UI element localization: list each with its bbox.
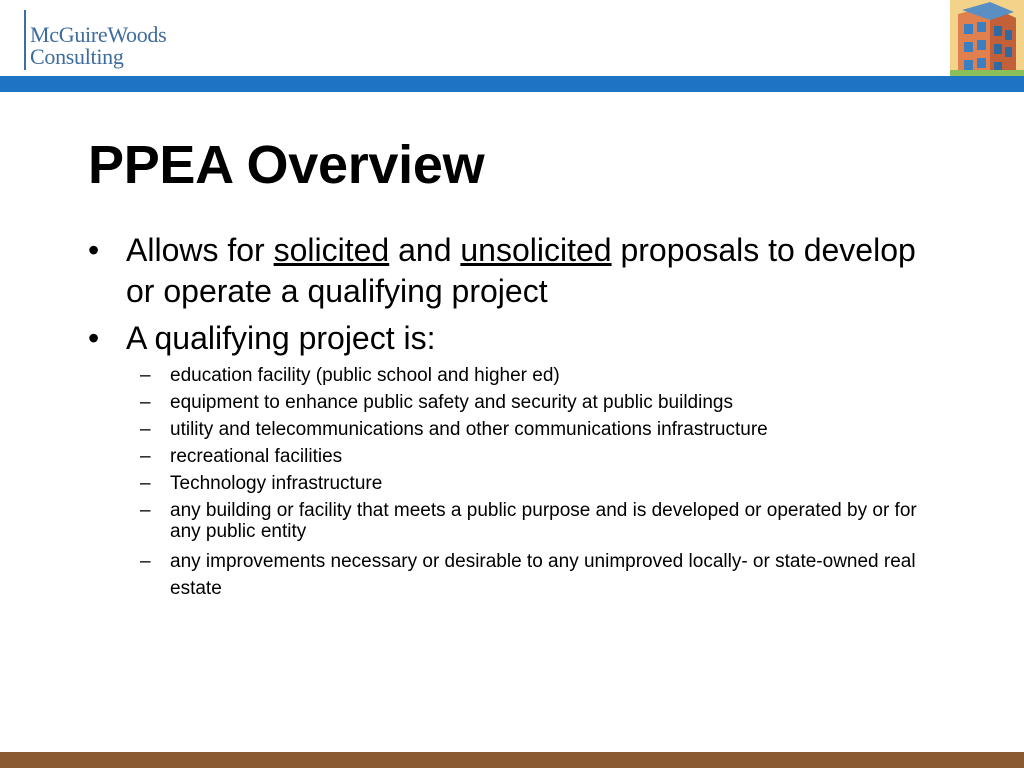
sub-item [88,446,928,467]
bullet-qualifying-project [88,318,928,359]
sub-item [88,365,928,386]
sub-item-text: education facility (public school and higher ed) [170,365,560,386]
bullet-proposals [88,230,928,312]
bullet-text: and [389,232,461,268]
slide-body [88,230,928,602]
dash-marker: – [140,419,151,440]
bullet-text: A qualifying project is: [126,320,436,356]
header-rule [0,76,1024,92]
slide-title: PPEA Overview [88,135,485,195]
bullet-text: Allows for [126,232,274,268]
dash-marker: – [140,392,151,413]
qualifying-project-list [88,365,928,602]
sub-item [88,392,928,413]
dash-marker: – [140,500,151,521]
sub-item [88,473,928,494]
sub-item-text: Technology infrastructure [170,473,383,494]
building-illustration-icon [950,0,1024,76]
dash-marker: – [140,365,151,386]
solicited-term: solicited [273,232,390,268]
mcguirewoods-consulting-logo [24,10,194,72]
sub-item-text: recreational facilities [170,446,343,467]
logo-line-2: Consulting [30,44,124,69]
bullet-marker: • [88,320,100,356]
sub-item-text: utility and telecommunications and other communications infrastructure [170,419,768,440]
dash-marker: – [140,551,151,572]
sub-item-text: equipment to enhance public safety and security at public buildings [170,392,733,413]
logo-divider [24,10,26,70]
logo-line-1: McGuireWoods [30,22,167,47]
dash-marker: – [140,473,151,494]
bullet-marker: • [88,232,100,268]
bullet-text: proposals to develop or operate a qualifying project [126,232,916,309]
sub-item-text: any building or facility that meets a public purpose and is developed or operated by or for any public entity [170,500,917,542]
dash-marker: – [140,446,151,467]
unsolicited-term: unsolicited [460,232,612,268]
sub-item [88,419,928,440]
sub-item-text: any improvements necessary or desirable to any unimproved locally- or state-owned real estate [170,551,916,599]
footer-rule [0,752,1024,768]
sub-item [88,500,928,542]
sub-item [88,548,928,602]
